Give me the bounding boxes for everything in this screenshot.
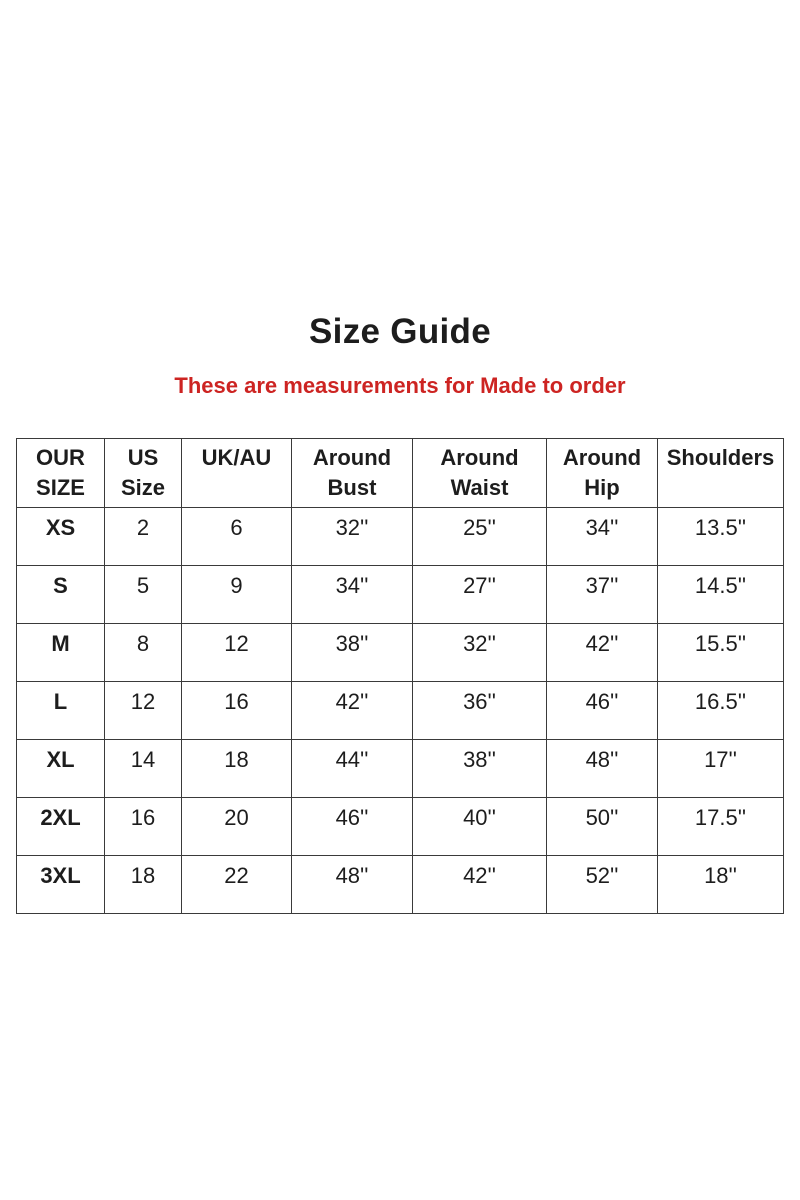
header-uk-au bbox=[182, 439, 292, 508]
cell-shoulders: 16.5'' bbox=[658, 682, 784, 740]
header-around-bust-line2: Bust bbox=[327, 475, 377, 500]
cell-us-size: 18 bbox=[105, 856, 182, 914]
cell-bust: 42'' bbox=[292, 682, 413, 740]
cell-bust: 48'' bbox=[292, 856, 413, 914]
cell-hip: 37'' bbox=[547, 566, 658, 624]
header-around-hip-line1: Around bbox=[562, 445, 642, 470]
cell-uk-au: 22 bbox=[182, 856, 292, 914]
cell-our-size: XL bbox=[17, 740, 105, 798]
cell-bust: 46'' bbox=[292, 798, 413, 856]
cell-bust: 34'' bbox=[292, 566, 413, 624]
cell-waist: 27'' bbox=[413, 566, 547, 624]
cell-uk-au: 9 bbox=[182, 566, 292, 624]
header-our-size-line1: OUR bbox=[36, 445, 85, 470]
cell-hip: 46'' bbox=[547, 682, 658, 740]
cell-shoulders: 15.5'' bbox=[658, 624, 784, 682]
cell-bust: 32'' bbox=[292, 508, 413, 566]
cell-uk-au: 12 bbox=[182, 624, 292, 682]
cell-uk-au: 6 bbox=[182, 508, 292, 566]
table-row-2xl bbox=[17, 798, 784, 856]
header-around-hip bbox=[547, 439, 658, 508]
cell-uk-au: 20 bbox=[182, 798, 292, 856]
size-table-header-row bbox=[17, 439, 784, 508]
cell-waist: 32'' bbox=[413, 624, 547, 682]
cell-hip: 42'' bbox=[547, 624, 658, 682]
cell-shoulders: 17'' bbox=[658, 740, 784, 798]
cell-hip: 48'' bbox=[547, 740, 658, 798]
header-us-size-line2: Size bbox=[120, 475, 166, 500]
page-title: Size Guide bbox=[309, 312, 491, 351]
size-table bbox=[16, 438, 784, 914]
header-us-size-line1: US bbox=[127, 445, 159, 470]
cell-bust: 38'' bbox=[292, 624, 413, 682]
header-our-size bbox=[17, 439, 105, 508]
cell-uk-au: 16 bbox=[182, 682, 292, 740]
cell-us-size: 12 bbox=[105, 682, 182, 740]
header-around-waist-line2: Waist bbox=[450, 475, 509, 500]
cell-hip: 52'' bbox=[547, 856, 658, 914]
cell-waist: 25'' bbox=[413, 508, 547, 566]
page-subtitle: These are measurements for Made to order bbox=[174, 373, 626, 398]
cell-our-size: 3XL bbox=[17, 856, 105, 914]
cell-our-size: 2XL bbox=[17, 798, 105, 856]
header-around-bust bbox=[292, 439, 413, 508]
header-around-bust-line1: Around bbox=[312, 445, 392, 470]
cell-shoulders: 13.5'' bbox=[658, 508, 784, 566]
cell-us-size: 16 bbox=[105, 798, 182, 856]
header-us-size bbox=[105, 439, 182, 508]
cell-hip: 50'' bbox=[547, 798, 658, 856]
cell-our-size: XS bbox=[17, 508, 105, 566]
cell-our-size: S bbox=[17, 566, 105, 624]
header-shoulders bbox=[658, 439, 784, 508]
cell-us-size: 8 bbox=[105, 624, 182, 682]
table-row-l bbox=[17, 682, 784, 740]
cell-waist: 40'' bbox=[413, 798, 547, 856]
cell-shoulders: 14.5'' bbox=[658, 566, 784, 624]
table-row-s bbox=[17, 566, 784, 624]
cell-waist: 42'' bbox=[413, 856, 547, 914]
cell-us-size: 2 bbox=[105, 508, 182, 566]
cell-shoulders: 18'' bbox=[658, 856, 784, 914]
cell-shoulders: 17.5'' bbox=[658, 798, 784, 856]
header-uk-au-line1: UK/AU bbox=[201, 445, 272, 470]
header-around-waist-line1: Around bbox=[440, 445, 519, 470]
table-row-m bbox=[17, 624, 784, 682]
cell-uk-au: 18 bbox=[182, 740, 292, 798]
header-around-hip-line2: Hip bbox=[584, 475, 620, 500]
header-our-size-line2: SIZE bbox=[36, 475, 85, 500]
cell-waist: 38'' bbox=[413, 740, 547, 798]
table-row-xs bbox=[17, 508, 784, 566]
header-shoulders-line1: Shoulders bbox=[666, 445, 775, 470]
cell-our-size: L bbox=[17, 682, 105, 740]
cell-bust: 44'' bbox=[292, 740, 413, 798]
table-row-3xl bbox=[17, 856, 784, 914]
cell-us-size: 5 bbox=[105, 566, 182, 624]
cell-us-size: 14 bbox=[105, 740, 182, 798]
cell-our-size: M bbox=[17, 624, 105, 682]
cell-waist: 36'' bbox=[413, 682, 547, 740]
table-row-xl bbox=[17, 740, 784, 798]
cell-hip: 34'' bbox=[547, 508, 658, 566]
header-around-waist bbox=[413, 439, 547, 508]
